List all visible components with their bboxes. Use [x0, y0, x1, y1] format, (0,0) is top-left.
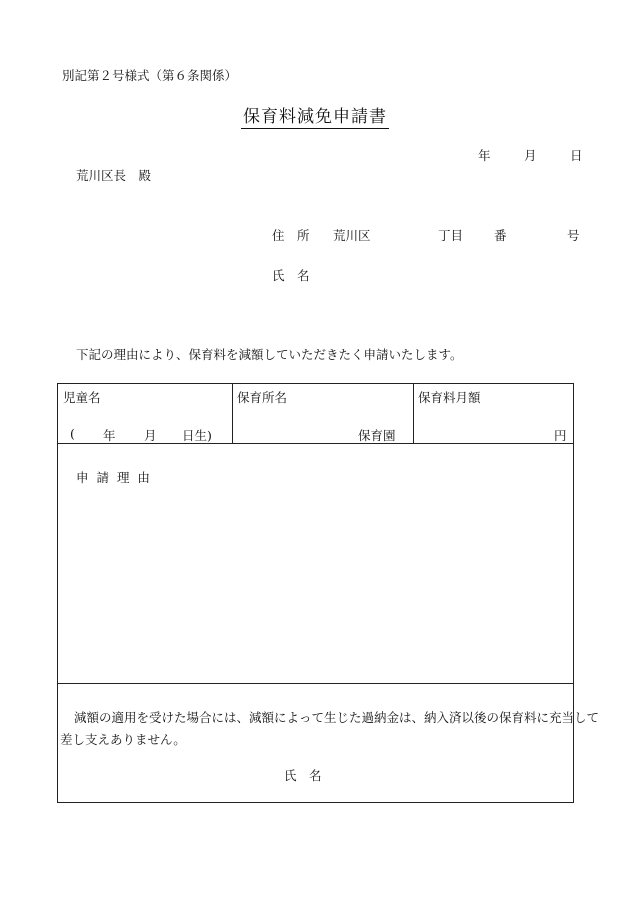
school-suffix: 保育園 — [358, 428, 396, 443]
birth-month-label: 月 — [144, 428, 157, 443]
agreement-line-1: 減額の適用を受けた場合には、減額によって生じた過納金は、納入済以後の保育料に充当して — [74, 710, 600, 725]
monthly-fee-header: 保育料月額 — [418, 390, 481, 405]
birth-day-label: 日生) — [182, 428, 212, 443]
agreement-line-2: 差し支えありません。 — [60, 732, 186, 747]
column-divider-2 — [413, 384, 414, 443]
address-go: 号 — [567, 228, 580, 243]
application-reason-label: 申 請 理 由 — [76, 470, 152, 485]
address-ban: 番 — [494, 228, 507, 243]
addressee: 荒川区長 殿 — [76, 168, 152, 183]
date-year-label: 年 — [478, 148, 491, 163]
agreement-name-label: 氏 名 — [284, 768, 322, 783]
form-number-label: 別記第２号様式（第６条関係） — [62, 68, 238, 83]
address-chome: 丁目 — [438, 228, 464, 243]
applicant-name-label: 氏 名 — [272, 268, 310, 283]
row-divider-1 — [58, 443, 573, 444]
document-title — [0, 102, 630, 127]
document-title-text: 保育料減免申請書 — [243, 107, 387, 127]
date-month-label: 月 — [524, 148, 537, 163]
column-divider-1 — [232, 384, 233, 443]
row-divider-2 — [58, 683, 573, 684]
birth-date-open-paren: ( — [70, 426, 75, 441]
school-name-header: 保育所名 — [237, 390, 288, 405]
date-day-label: 日 — [570, 148, 583, 163]
yen-unit: 円 — [554, 428, 567, 443]
child-name-header: 児童名 — [63, 390, 101, 405]
address-label: 住 所 — [272, 228, 310, 243]
application-table — [57, 383, 600, 803]
address-ward: 荒川区 — [333, 228, 371, 243]
request-statement: 下記の理由により、保育料を減額していただきたく申請いたします。 — [76, 347, 463, 362]
birth-year-label: 年 — [103, 428, 116, 443]
